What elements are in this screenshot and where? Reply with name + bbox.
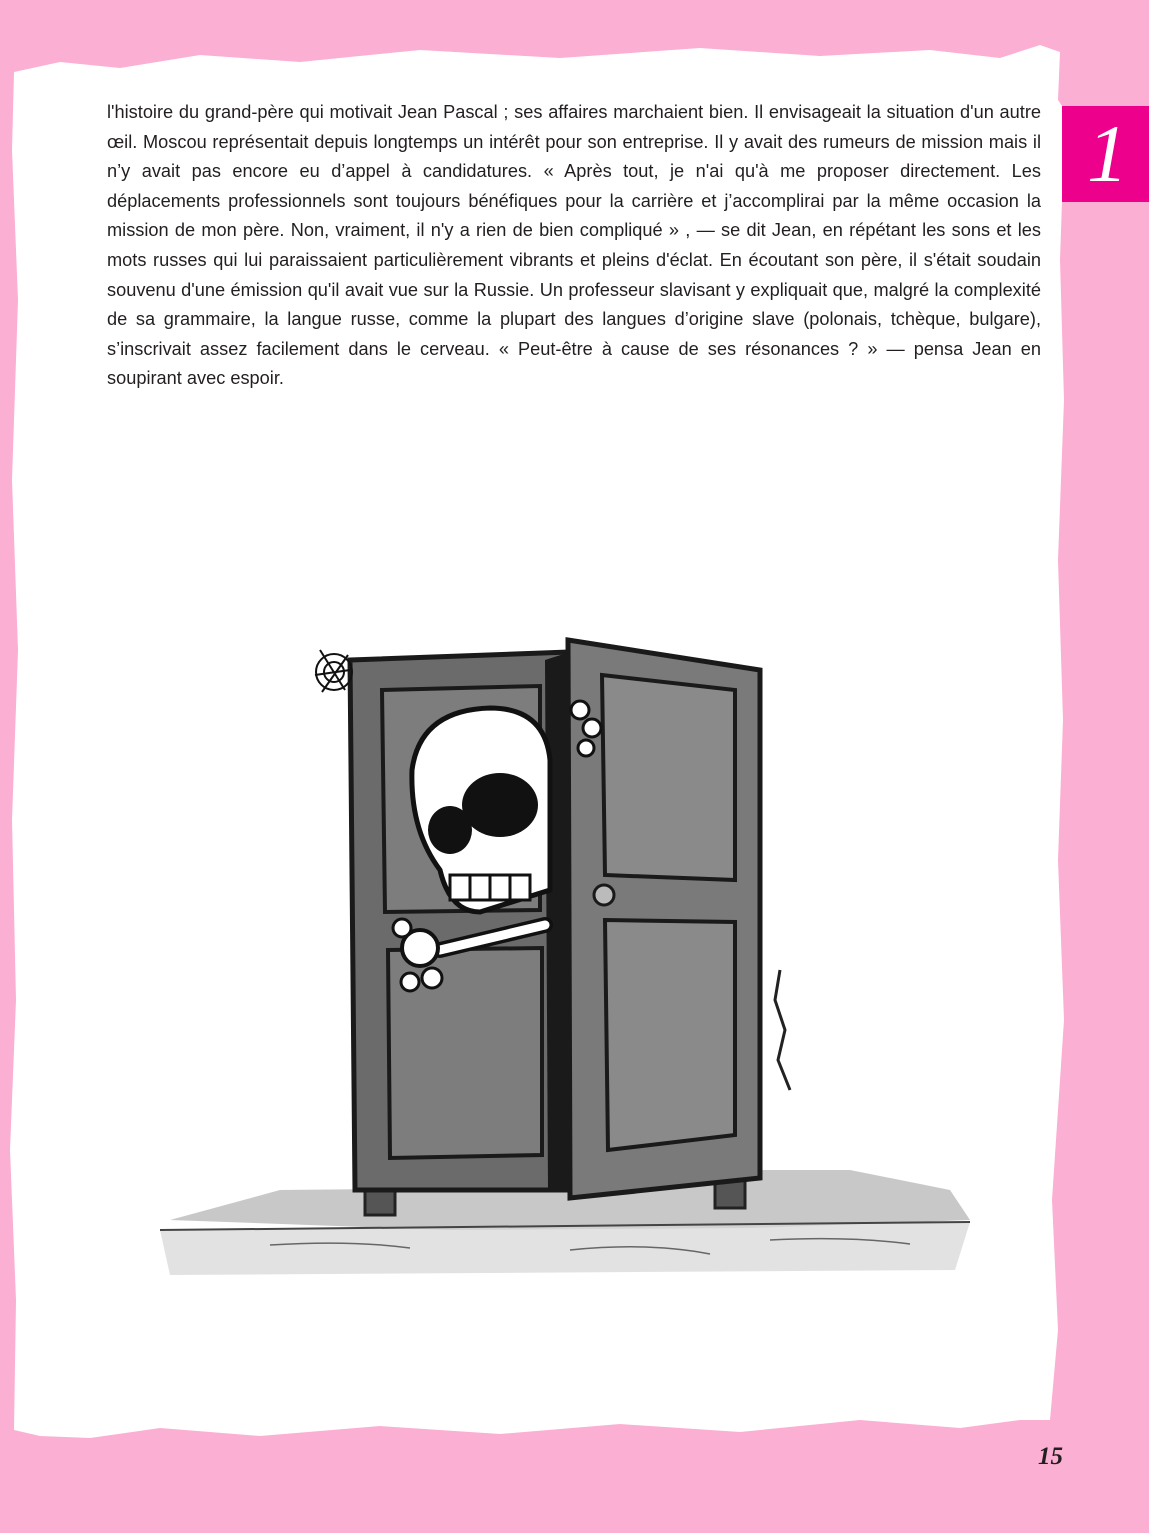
wall-crack: [775, 970, 790, 1090]
chapter-tab: [1062, 106, 1149, 202]
body-paragraph: l'histoire du grand-père qui motivait Jean Pascal ; ses affaires marchaient bien. Il envisageait la situation d'un autre œil. Moscou représentait depuis longtemps un intérêt pour son entreprise. Il y avait des rumeurs de mission mais il n’y avait pas encore eu d’appel à candidatures. « Après tout, je n'ai qu'à me proposer directement. Les déplacements professionnels sont toujours bénéfiques pour la carrière et j’accomplirai par la même occasion la mission de mon père. Non, vraiment, il n'y a rien de bien compliqué » , — se dit Jean, en répétant les sons et les mots russes qui lui paraissaient particulièrement vibrants et pleins d'éclat. En écoutant son père, il s'était soudain souvenu d'une émission qu'il avait vue sur la Russie. Un professeur slavisant y expliquait que, malgré la complexité de sa grammaire, la langue russe, comme la plupart des langues d’origine slave (polonais, tchèque, bulgare), s’inscrivait assez facilement dans le cerveau. « Peut-être à cause de ses résonances ? » — pensa Jean en soupirant avec espoir.: [107, 102, 1041, 389]
chapter-number: 1: [1087, 108, 1128, 199]
cobweb-icon: [315, 650, 352, 692]
skeleton-in-wardrobe-illustration: [150, 630, 980, 1290]
page-number: 15: [1038, 1443, 1063, 1470]
